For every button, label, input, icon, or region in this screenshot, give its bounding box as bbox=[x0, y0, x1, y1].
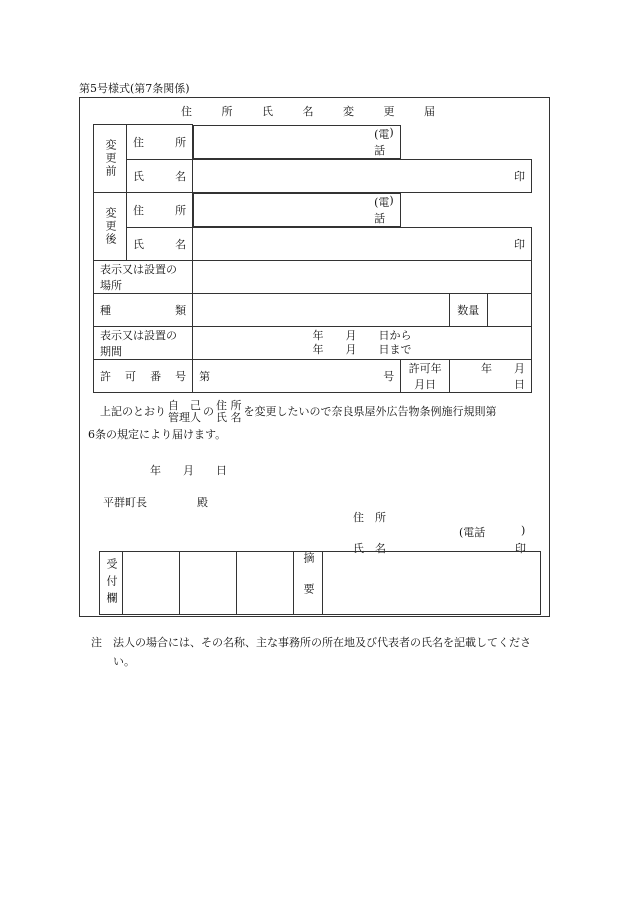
permit-number-label: 許 可 番 号 bbox=[94, 359, 193, 392]
after-phone-label: (電話 bbox=[374, 195, 390, 225]
reception-label: 受付欄 bbox=[100, 552, 123, 615]
date-line: 年 月 日 bbox=[150, 464, 227, 477]
period-label: 表示又は設置の期間 bbox=[94, 326, 193, 359]
period-to: 年 月 日まで bbox=[312, 342, 412, 356]
applicant-name-label: 氏 名 bbox=[353, 542, 386, 555]
permit-number-field[interactable] bbox=[193, 359, 401, 392]
period-field[interactable] bbox=[193, 326, 532, 359]
applicant-address-label: 住 所 bbox=[353, 511, 386, 524]
summary-label: 摘要 bbox=[294, 552, 323, 615]
reception-cell-1[interactable] bbox=[123, 552, 180, 615]
applicant-seal: 印 bbox=[515, 542, 526, 555]
reception-cell-2[interactable] bbox=[180, 552, 237, 615]
statement-text bbox=[88, 400, 538, 446]
statement-line2: 6条の規定により届けます。 bbox=[88, 428, 227, 441]
before-group-label: 変更前 bbox=[94, 125, 127, 193]
before-name-label: 氏 名 bbox=[127, 159, 193, 192]
location-label: 表示又は設置の場所 bbox=[94, 260, 193, 293]
statement-suffix: を変更したいので奈良県屋外広告物条例施行規則第 bbox=[243, 405, 497, 418]
kind-field[interactable] bbox=[193, 293, 450, 326]
form-number-label: 第5号様式(第7条関係) bbox=[79, 82, 190, 95]
statement-address: 住 所 bbox=[216, 399, 242, 412]
addressee-name: 平群町長 bbox=[103, 496, 147, 509]
statement-connector: の bbox=[203, 405, 214, 418]
before-address-label: 住 所 bbox=[127, 125, 193, 160]
form-table bbox=[93, 124, 547, 393]
before-phone-label: (電話 bbox=[374, 127, 390, 157]
reception-table bbox=[99, 551, 541, 615]
statement-applicant-choice bbox=[168, 400, 201, 424]
kind-label: 種 類 bbox=[94, 293, 193, 326]
period-from: 年 月 日から bbox=[312, 328, 412, 342]
quantity-label: 数量 bbox=[450, 293, 488, 326]
applicant-phone-close: ) bbox=[521, 524, 526, 537]
note bbox=[91, 633, 551, 671]
summary-field[interactable] bbox=[323, 552, 541, 615]
addressee-honorific: 殿 bbox=[197, 496, 208, 509]
statement-manager: 管理人 bbox=[168, 411, 201, 424]
form-title: 住 所 氏 名 変 更 届 bbox=[181, 105, 448, 118]
statement-name: 氏 名 bbox=[216, 411, 242, 424]
permit-date-field[interactable]: 年 月 日 bbox=[450, 359, 532, 392]
statement-prefix: 上記のとおり bbox=[100, 405, 166, 418]
before-phone-close: ) bbox=[389, 125, 394, 139]
note-label: 注 bbox=[91, 636, 102, 649]
before-seal: 印 bbox=[514, 169, 525, 183]
before-name-field[interactable] bbox=[193, 159, 532, 192]
after-name-label: 氏 名 bbox=[127, 227, 193, 260]
after-phone-close: ) bbox=[389, 193, 394, 207]
after-name-field[interactable] bbox=[193, 227, 532, 260]
permit-date-label: 許可年月日 bbox=[401, 359, 450, 392]
quantity-field[interactable] bbox=[487, 293, 531, 326]
statement-self: 自 己 bbox=[168, 399, 201, 412]
statement-target-choice bbox=[216, 400, 242, 424]
location-field[interactable] bbox=[193, 260, 532, 293]
applicant-phone-label: (電話 bbox=[459, 526, 486, 539]
after-group-label: 変更後 bbox=[94, 192, 127, 260]
permit-number-suffix: 号 bbox=[383, 369, 395, 383]
before-address-field[interactable] bbox=[193, 125, 401, 159]
after-address-field[interactable] bbox=[193, 193, 401, 227]
after-seal: 印 bbox=[514, 237, 525, 251]
permit-number-prefix: 第 bbox=[199, 369, 211, 383]
note-text: 法人の場合には、その名称、主な事務所の所在地及び代表者の氏名を記載してください。 bbox=[113, 636, 531, 668]
after-address-label: 住 所 bbox=[127, 192, 193, 227]
reception-cell-3[interactable] bbox=[237, 552, 294, 615]
